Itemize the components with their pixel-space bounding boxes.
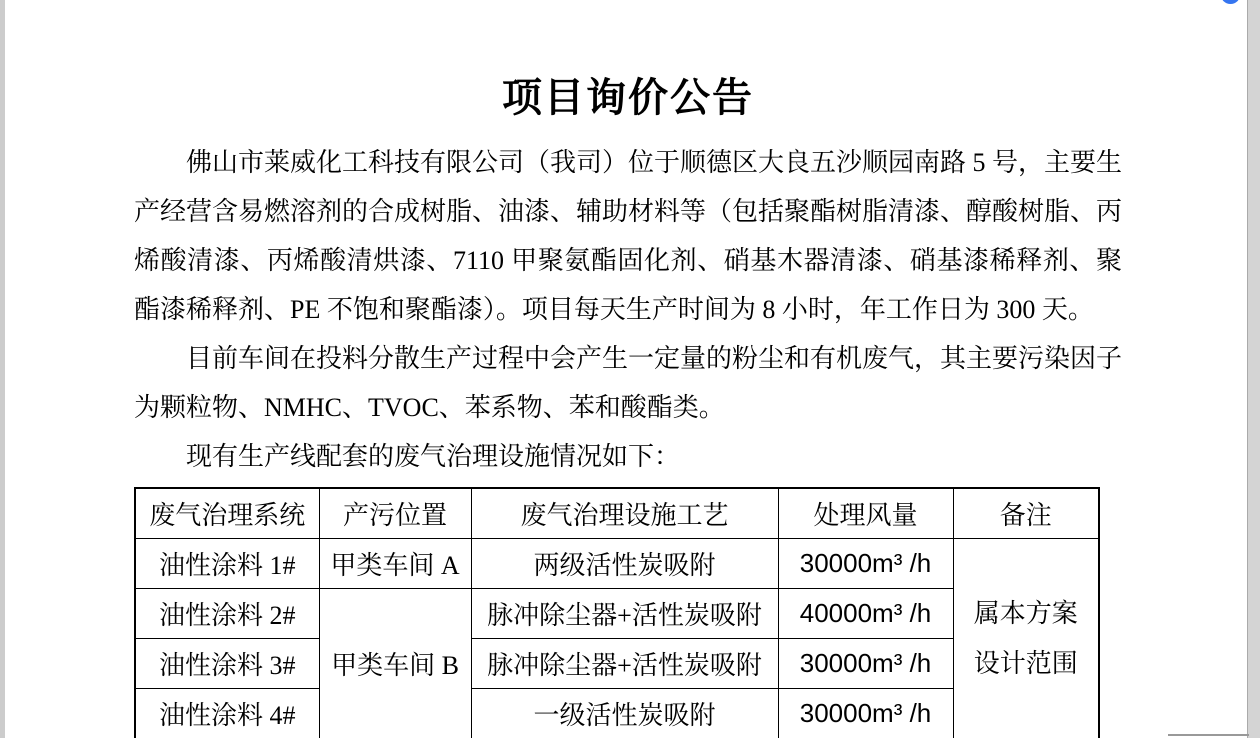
table-row: [135, 539, 1099, 589]
paragraph-table-leadin: 现有生产线配套的废气治理设施情况如下：: [186, 442, 681, 471]
floating-action-button[interactable]: [1221, 0, 1240, 4]
document-page: [134, 0, 1122, 738]
cell-process: 两级活性炭吸附: [471, 539, 778, 589]
table-header-row: [135, 488, 1099, 539]
cell-process: 脉冲除尘器+活性炭吸附: [471, 639, 778, 689]
header-process: 废气治理设施工艺: [471, 488, 778, 539]
paragraph-company-intro: 佛山市莱威化工科技有限公司（我司）位于顺德区大良五沙顺园南路 5 号，主要生产经营含易燃溶剂的合成树脂、油漆、辅助材料等（包括聚酯树脂清漆、醇酸树脂、丙烯酸清漆、丙烯酸清烘漆、7110 甲聚氨酯固化剂、硝基木器清漆、硝基漆稀释剂、聚酯漆稀释剂、PE 不饱和聚酯漆）。项目每天生产时间为 8 小时，年工作日为 300 天。: [134, 148, 1123, 324]
page-title: 项目询价公告: [502, 75, 754, 120]
cell-system: 油性涂料 4#: [135, 689, 319, 738]
header-system: 废气治理系统: [135, 488, 319, 539]
page-edge-left: [0, 0, 5, 738]
header-airflow: 处理风量: [778, 488, 953, 539]
cell-remark: [953, 539, 1099, 738]
paragraph-pollutants: 目前车间在投料分散生产过程中会产生一定量的粉尘和有机废气，其主要污染因子为颗粒物、NMHC、TVOC、苯系物、苯和酸酯类。: [134, 344, 1123, 422]
remark-line-1: 属本方案: [973, 598, 1078, 628]
cell-system: 油性涂料 3#: [135, 639, 319, 689]
remark-line-2: 设计范围: [973, 648, 1078, 678]
header-location: 产污位置: [319, 488, 471, 539]
scrollbar-track[interactable]: [1247, 0, 1260, 738]
cell-airflow: 30000m³ /h: [778, 539, 953, 589]
cell-airflow: 40000m³ /h: [778, 589, 953, 639]
panel-edge-line: [1168, 734, 1249, 736]
header-remark: 备注: [953, 488, 1099, 539]
cell-airflow: 30000m³ /h: [778, 689, 953, 738]
cell-process: 脉冲除尘器+活性炭吸附: [471, 589, 778, 639]
waste-gas-table: [134, 487, 1100, 738]
cell-process: 一级活性炭吸附: [471, 689, 778, 738]
cell-system: 油性涂料 1#: [135, 539, 319, 589]
cell-system: 油性涂料 2#: [135, 589, 319, 639]
cell-location: 甲类车间 B: [319, 589, 471, 738]
cell-airflow: 30000m³ /h: [778, 639, 953, 689]
cell-location: 甲类车间 A: [319, 539, 471, 589]
